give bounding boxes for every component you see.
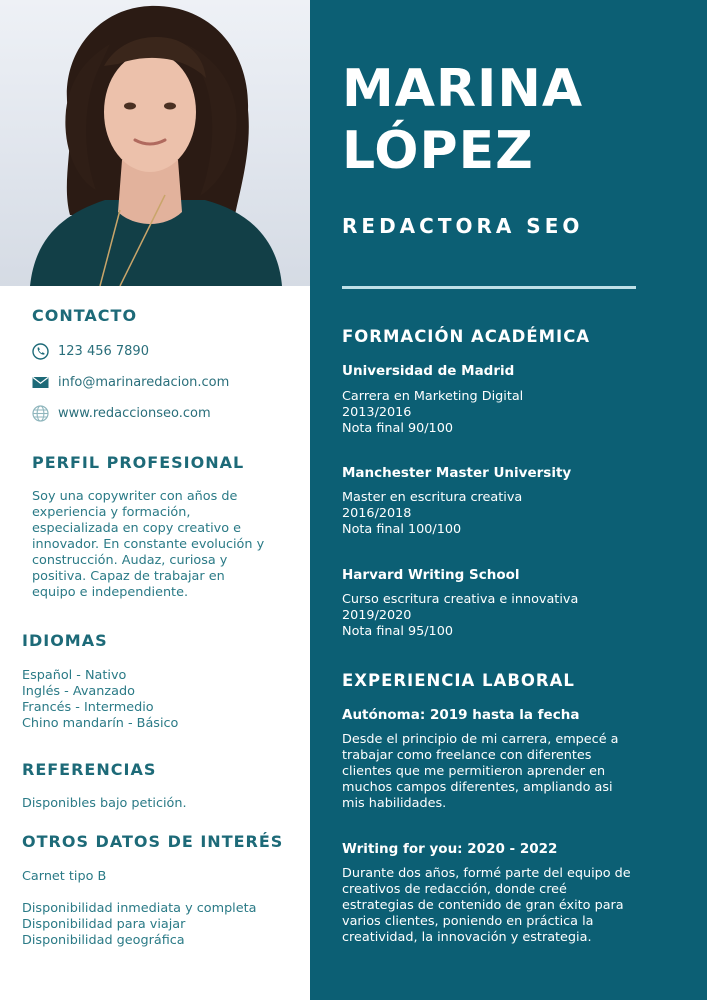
detail-line: Nota final 100/100	[342, 522, 462, 537]
formacion-entry-details	[342, 490, 522, 538]
formacion-entry-details	[342, 389, 523, 437]
exp-line: creatividad, la innovación y estrategia.	[342, 930, 592, 945]
exp-line: mis habilidades.	[342, 796, 447, 811]
formacion-entry-details	[342, 592, 578, 640]
referencias-line: Disponibles bajo petición.	[22, 796, 187, 811]
phone-text: 123 456 7890	[58, 343, 149, 359]
detail-line: Curso escritura creativa e innovativa	[342, 592, 579, 607]
perfil-line: construcción. Audaz, curiosa y	[32, 553, 228, 568]
exp-line: creativos de redacción, donde creé	[342, 882, 567, 897]
header-divider	[342, 286, 636, 289]
perfil-line: experiencia y formación,	[32, 505, 191, 520]
detail-line: Carrera en Marketing Digital	[342, 389, 524, 404]
globe-icon	[32, 405, 49, 422]
exp-line: varios clientes, poniendo en práctica la	[342, 914, 594, 929]
otros-item: Disponibilidad para viajar	[22, 917, 186, 932]
name-line-1: MARINA	[342, 59, 584, 119]
experiencia-entry-text	[342, 732, 632, 812]
exp-line: muchos campos diferentes, ampliando asi	[342, 780, 613, 795]
contact-heading: CONTACTO	[32, 306, 138, 325]
exp-line: Durante dos años, formé parte del equipo de	[342, 866, 631, 881]
formacion-entry-title: Harvard Writing School	[342, 567, 520, 583]
exp-line: clientes que me permitieron aprender en	[342, 764, 606, 779]
job-title: REDACTORA SEO	[342, 214, 584, 238]
perfil-line: Soy una copywriter con años de	[32, 489, 238, 504]
formacion-entry-title: Universidad de Madrid	[342, 363, 515, 379]
perfil-heading: PERFIL PROFESIONAL	[32, 453, 245, 472]
idioma-item: Español - Nativo	[22, 668, 127, 683]
otros-carnet	[22, 869, 106, 885]
otros-heading: OTROS DATOS DE INTERÉS	[22, 832, 284, 851]
otros-list	[22, 901, 256, 949]
detail-line: Master en escritura creativa	[342, 490, 523, 505]
perfil-line: especializada en copy creativo e	[32, 521, 241, 536]
exp-line: trabajar como freelance con diferentes	[342, 748, 592, 763]
idiomas-heading: IDIOMAS	[22, 631, 108, 650]
otros-item: Disponibilidad inmediata y completa	[22, 901, 257, 916]
perfil-text	[32, 489, 264, 601]
contact-email[interactable]	[32, 372, 230, 392]
contact-phone[interactable]	[32, 341, 149, 361]
web-text: www.redaccionseo.com	[58, 405, 211, 421]
email-text: info@marinaredacion.com	[58, 374, 230, 390]
detail-line: 2016/2018	[342, 506, 412, 521]
perfil-line: positiva. Capaz de trabajar en	[32, 569, 225, 584]
exp-line: estrategias de contenido de gran éxito para	[342, 898, 624, 913]
mail-icon	[32, 374, 49, 391]
referencias-text	[22, 796, 187, 812]
idioma-item: Chino mandarín - Básico	[22, 716, 179, 731]
perfil-line: equipo e independiente.	[32, 585, 189, 600]
experiencia-entry-text	[342, 866, 632, 946]
detail-line: Nota final 95/100	[342, 624, 453, 639]
otros-item: Disponibilidad geográfica	[22, 933, 185, 948]
profile-photo	[0, 0, 310, 286]
exp-line: Desde el principio de mi carrera, empecé a	[342, 732, 619, 747]
detail-line: 2013/2016	[342, 405, 412, 420]
referencias-heading: REFERENCIAS	[22, 760, 157, 779]
carnet-line: Carnet tipo B	[22, 869, 107, 884]
name-line-2: LÓPEZ	[342, 121, 534, 181]
idioma-item: Inglés - Avanzado	[22, 684, 135, 699]
perfil-line: innovador. En constante evolución y	[32, 537, 265, 552]
experiencia-entry-title: Writing for you: 2020 - 2022	[342, 841, 558, 857]
formacion-heading: FORMACIÓN ACADÉMICA	[342, 327, 591, 346]
experiencia-entry-title: Autónoma: 2019 hasta la fecha	[342, 707, 580, 723]
idioma-item: Francés - Intermedio	[22, 700, 154, 715]
detail-line: 2019/2020	[342, 608, 412, 623]
idiomas-list	[22, 668, 178, 732]
detail-line: Nota final 90/100	[342, 421, 453, 436]
experiencia-heading: EXPERIENCIA LABORAL	[342, 671, 575, 690]
phone-icon	[32, 343, 49, 360]
contact-web[interactable]	[32, 403, 211, 423]
formacion-entry-title: Manchester Master University	[342, 465, 572, 481]
candidate-name	[342, 58, 583, 182]
